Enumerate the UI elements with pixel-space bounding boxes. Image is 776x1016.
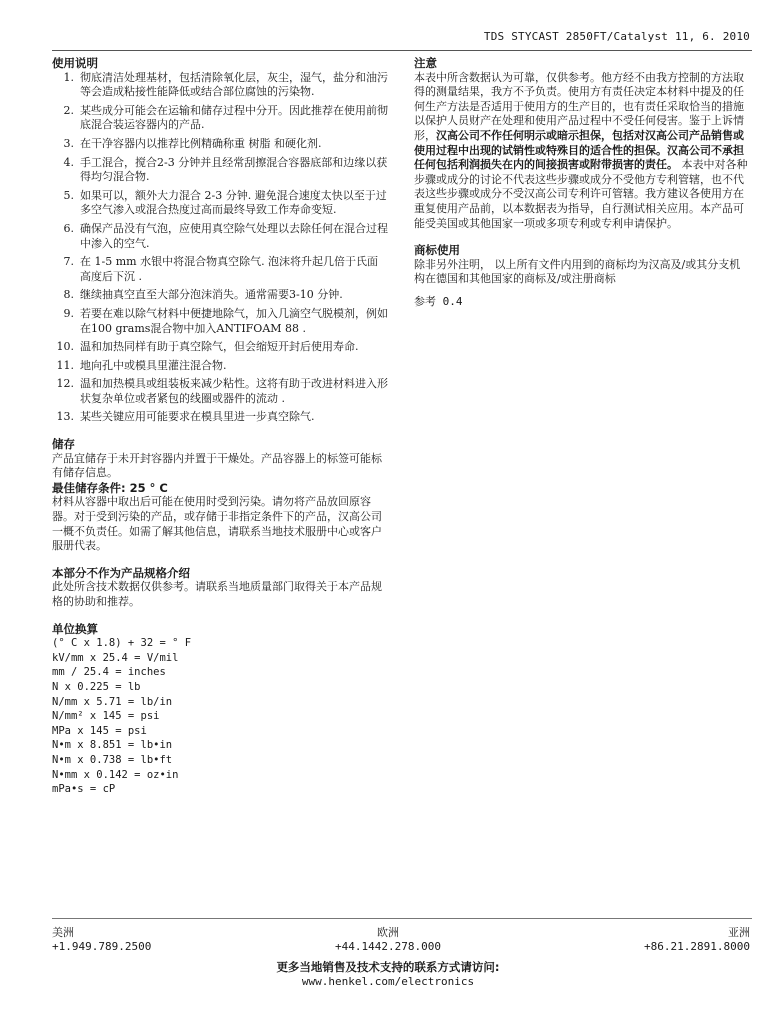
usage-step	[52, 156, 388, 185]
usage-step	[52, 288, 388, 303]
step-text: 在干净容器内以推荐比例精确称重 树脂 和硬化剂.	[80, 136, 322, 150]
step-number: 2.	[63, 103, 74, 117]
step-text: 继续抽真空直至大部分泡沫消失。通常需要3-10 分钟.	[80, 288, 343, 302]
unit-conversion-line: N/mm x 5.71 = lb/in	[52, 695, 173, 708]
step-number: 13.	[56, 410, 74, 424]
step-number: 8.	[63, 288, 74, 302]
unit-conversion-line: N•m x 8.851 = lb•in	[52, 739, 173, 752]
step-number: 6.	[63, 221, 74, 235]
usage-step	[52, 307, 388, 336]
unit-conversions	[52, 636, 388, 797]
notice-heading: 注意	[414, 56, 437, 70]
storage-heading: 储存	[52, 437, 75, 452]
step-text: 温和加热同样有助于真空除气，但会缩短开封后使用寿命.	[80, 340, 359, 354]
step-text: 在 1-5 mm 水银中将混合物真空除气. 泡沫将升起几倍于氏面高度后下沉 .	[80, 255, 379, 283]
step-text: 地向孔中或模具里灌注混合物.	[80, 358, 227, 372]
document-id: TDS STYCAST 2850FT/Catalyst 11, 6. 2010	[483, 30, 750, 43]
americas-phone: +1.949.789.2500	[52, 940, 152, 953]
notice-disclaimer-bold: 汉高公司不作任何明示或暗示担保，包括对汉高公司产品销售或使用过程中出现的试销性或特殊目的适合性的担保。汉高公司不承担任何包括利润损失在内的间接损害或附带损害的责任。	[414, 128, 744, 172]
trademark-heading: 商标使用	[414, 243, 460, 258]
footer-divider	[52, 918, 752, 919]
right-column	[414, 56, 750, 310]
usage-step	[52, 222, 388, 251]
notice-text-b: 本表中对各种步骤或成分的讨论不代表这些步骤或成分不受他方专利管辖，也不代表这些步骤或成分不受汉高公司专利许可管辖。我方建议各使用方在重复使用产品前，以本数据表为指导，自行测试相关应用。本产品可能受美国或其他国家一项或多项专利或专利申请保护。	[414, 158, 748, 230]
unit-conversion-line: N•mm x 0.142 = oz•in	[52, 768, 179, 781]
step-text: 确保产品没有气泡，应使用真空除气处理以去除任何在混合过程中渗入的空气.	[80, 221, 388, 250]
usage-step	[52, 377, 388, 406]
step-number: 10.	[56, 340, 74, 354]
storage-text-2: 材料从容器中取出后可能在使用时受到污染。请勿将产品放回原容器。对于受到污染的产品，或存储于非指定条件下的产品，汉高公司一概不负责任。如需了解其他信息，请联系当地技术服册中心或客户服册代表。	[52, 495, 382, 553]
step-text: 某些成分可能会在运输和储存过程中分开。因此推荐在使用前彻底混合装运容器内的产品.	[80, 103, 388, 132]
not-spec-heading: 本部分不作为产品规格介绍	[52, 565, 190, 580]
asia-label: 亚洲	[728, 926, 750, 939]
contact-call-to-action: 更多当地销售及技术支持的联系方式请访问:	[276, 960, 500, 974]
usage-step	[52, 71, 388, 100]
left-column	[52, 56, 388, 797]
trademark-text: 除非另外注明， 以上所有文件内用到的商标均为汉高及/或其分支机构在德国和其他国家的商标及/或注册商标	[414, 257, 741, 286]
unit-conversion-line: kV/mm x 25.4 = V/mil	[52, 651, 179, 664]
step-text: 彻底清洁处理基材，包括清除氧化层，灰尘，湿气，盐分和油污等会造成粘接性能降低或结合部位腐蚀的污染物.	[80, 70, 388, 99]
usage-step	[52, 340, 388, 355]
reference-number: 参考 0.4	[414, 294, 463, 308]
usage-step	[52, 255, 388, 284]
step-text: 温和加热模具或组装板来减少粘性。这将有助于改进材料进入形状复杂单位或者紧包的线圈或器件的流动 .	[80, 377, 388, 405]
step-number: 11.	[56, 358, 74, 372]
unit-conversion-line: N•m x 0.738 = lb•ft	[52, 753, 173, 766]
header-divider	[52, 50, 752, 51]
footer-asia	[644, 926, 750, 954]
notice-text	[414, 71, 750, 232]
europe-label: 欧洲	[377, 926, 399, 939]
usage-step	[52, 359, 388, 374]
step-number: 1.	[63, 70, 74, 84]
usage-heading: 使用说明	[52, 56, 98, 70]
unit-conversion-line: N x 0.225 = lb	[52, 680, 141, 693]
not-spec-text: 此处所含技术数据仅供参考。请联系当地质量部门取得关于本产品规格的协助和推荐。	[52, 580, 382, 608]
storage-text: 产品宜储存于未开封容器内并置于干燥处。产品容器上的标签可能标有储存信息。	[52, 451, 382, 480]
step-text: 某些关键应用可能要求在模具里进一步真空除气.	[80, 410, 315, 424]
unit-conversion-line: mPa•s = cP	[52, 783, 116, 796]
step-number: 12.	[56, 377, 74, 391]
step-number: 7.	[63, 255, 74, 269]
unit-conversion-line: mm / 25.4 = inches	[52, 666, 166, 679]
website-link[interactable]: www.henkel.com/electronics	[301, 975, 475, 988]
best-storage-condition: 最佳储存条件: 25 ° C	[52, 480, 168, 495]
unit-conversion-line: (° C x 1.8) + 32 = ° F	[52, 637, 192, 650]
step-text: 如果可以，额外大力混合 2-3 分钟. 避免混合速度太快以至于过多空气渗入或混合热度过高而最终导致工作寿命变短.	[80, 188, 387, 217]
units-heading: 单位换算	[52, 621, 98, 636]
step-number: 9.	[63, 306, 74, 320]
notice-text-a: 本表中所含数据认为可靠，仅供参考。他方经不由我方控制的方法取得的测量结果，我方不予负责。使用方有责任决定本材料中提及的任何生产方法是否适用于使用方的生产目的，也有责任采取恰当的措施以保护人员财产在处理和使用产品过程中不受任何侵害。鉴于上诉情形，	[414, 70, 744, 142]
usage-step	[52, 137, 388, 152]
unit-conversion-line: MPa x 145 = psi	[52, 724, 147, 737]
step-text: 手工混合，搅合2-3 分钟并且经常刮擦混合容器底部和边缘以获得均匀混合物.	[80, 155, 388, 184]
asia-phone: +86.21.2891.8000	[644, 940, 750, 953]
usage-step	[52, 189, 388, 218]
step-number: 3.	[63, 136, 74, 150]
step-number: 5.	[63, 188, 74, 202]
unit-conversion-line: N/mm² x 145 = psi	[52, 710, 160, 723]
usage-step	[52, 410, 388, 425]
americas-label: 美洲	[52, 926, 74, 939]
step-number: 4.	[63, 155, 74, 169]
step-text: 若要在难以除气材料中便捷地除气，加入几滴空气脱模剂，例如在100 grams混合物中加入ANTIFOAM 88 .	[80, 306, 388, 335]
usage-steps	[52, 71, 388, 425]
usage-step	[52, 104, 388, 133]
europe-phone: +44.1442.278.000	[335, 940, 441, 953]
